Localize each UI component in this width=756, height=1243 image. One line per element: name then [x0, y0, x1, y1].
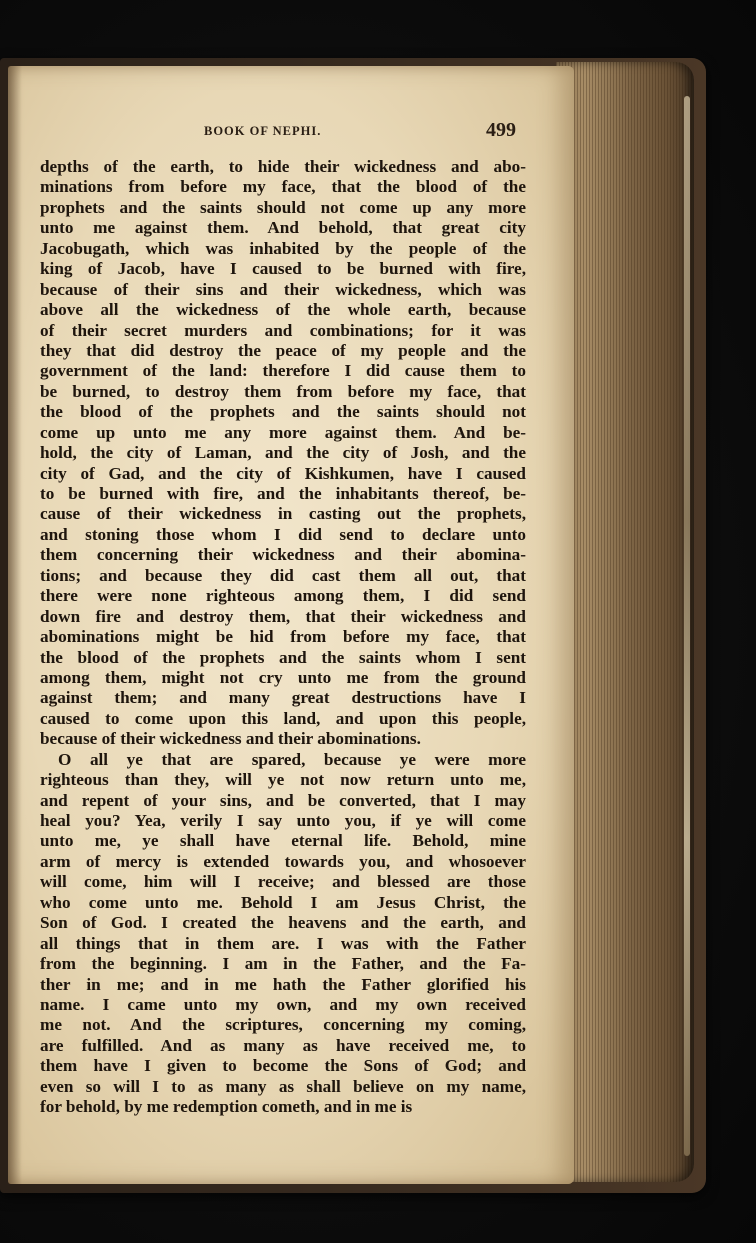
text-line: minations from before my face, that the blood of the: [40, 177, 526, 197]
text-line: above all the wickedness of the whole earth, because: [40, 300, 526, 320]
text-line: all things that in them are. I was with the Father: [40, 933, 526, 953]
text-line: there were none righteous among them, I did send: [40, 586, 526, 606]
text-line: the blood of the prophets and the saints should not: [40, 402, 526, 422]
book-page: [8, 66, 574, 1184]
text-line: to be burned with fire, and the inhabitants thereof, be-: [40, 484, 526, 503]
page-edge-highlight: [684, 96, 690, 1156]
text-line: ther in me; and in me hath the Father glorified his: [40, 974, 526, 994]
running-head: [204, 120, 524, 146]
text-line: them concerning their wickedness and their abomina-: [40, 545, 526, 565]
text-line: unto me, ye shall have eternal life. Behold, mine: [40, 831, 526, 851]
body-text: [40, 157, 526, 1118]
text-line: because of their sins and their wickedness, which was: [40, 279, 526, 299]
text-line: against them; and many great destructions have I: [40, 688, 526, 708]
text-line: unto me against them. And behold, that great city: [40, 218, 526, 238]
text-line: arm of mercy is extended towards you, and whosoever: [40, 851, 526, 871]
text-line: city of Gad, and the city of Kishkumen, have I caused: [40, 463, 526, 483]
text-line: and repent of your sins, and be converted, that I may: [40, 790, 526, 810]
text-line: of their secret murders and combinations; for it was: [40, 320, 526, 340]
text-line: come up unto me any more against them. And be-: [40, 422, 526, 442]
running-head-title: BOOK OF NEPHI.: [204, 124, 322, 138]
text-line: prophets and the saints should not come up any more: [40, 197, 526, 217]
text-line: and stoning those whom I did send to declare unto: [40, 524, 526, 544]
text-line: down fire and destroy them, that their wickedness and: [40, 606, 526, 626]
text-line: because of their wickedness and their abominations.: [40, 729, 421, 749]
text-line: cause of their wickedness in casting out the prophets,: [40, 504, 526, 524]
text-line: king of Jacob, have I caused to be burned with fire,: [40, 259, 526, 279]
text-line: are fulfilled. And as many as have received me, to: [40, 1035, 526, 1055]
page-block-edge: [556, 62, 694, 1182]
text-line: name. I came unto my own, and my own received: [40, 994, 526, 1014]
text-line: they that did destroy the peace of my people and the: [40, 340, 526, 360]
page-gutter: [8, 66, 22, 1184]
text-line: me not. And the scriptures, concerning my coming,: [40, 1015, 526, 1035]
text-line: among them, might not cry unto me from the ground: [40, 667, 526, 687]
text-line: from the beginning. I am in the Father, and the Fa-: [40, 954, 526, 974]
text-line: caused to come upon this land, and upon this people,: [40, 708, 526, 728]
text-line: Son of God. I created the heavens and the earth, and: [40, 913, 526, 933]
text-line: who come unto me. Behold I am Jesus Christ, the: [40, 892, 526, 912]
text-line: the blood of the prophets and the saints whom I sent: [40, 647, 526, 667]
text-line: righteous than they, will ye not now return unto me,: [40, 770, 526, 790]
page-number: 499: [486, 119, 516, 141]
text-line: O all ye that are spared, because ye were more: [58, 749, 526, 769]
text-line: tions; and because they did cast them all out, that: [40, 565, 526, 585]
text-line: even so will I to as many as shall believe on my name,: [40, 1076, 526, 1096]
text-line: government of the land: therefore I did cause them to: [40, 361, 526, 381]
text-line: them have I given to become the Sons of God; and: [40, 1056, 526, 1076]
text-line: abominations might be hid from before my face, that: [40, 627, 526, 647]
text-line: be burned, to destroy them from before my face, that: [40, 381, 526, 401]
text-line: hold, the city of Laman, and the city of Josh, and the: [40, 443, 526, 463]
text-line: depths of the earth, to hide their wickedness and abo-: [40, 157, 526, 176]
text-line: Jacobugath, which was inhabited by the people of the: [40, 238, 526, 258]
text-line: for behold, by me redemption cometh, and in me is: [40, 1097, 413, 1117]
text-line: heal you? Yea, verily I say unto you, if ye will come: [40, 811, 526, 830]
text-line: will come, him will I receive; and blessed are those: [40, 872, 526, 892]
